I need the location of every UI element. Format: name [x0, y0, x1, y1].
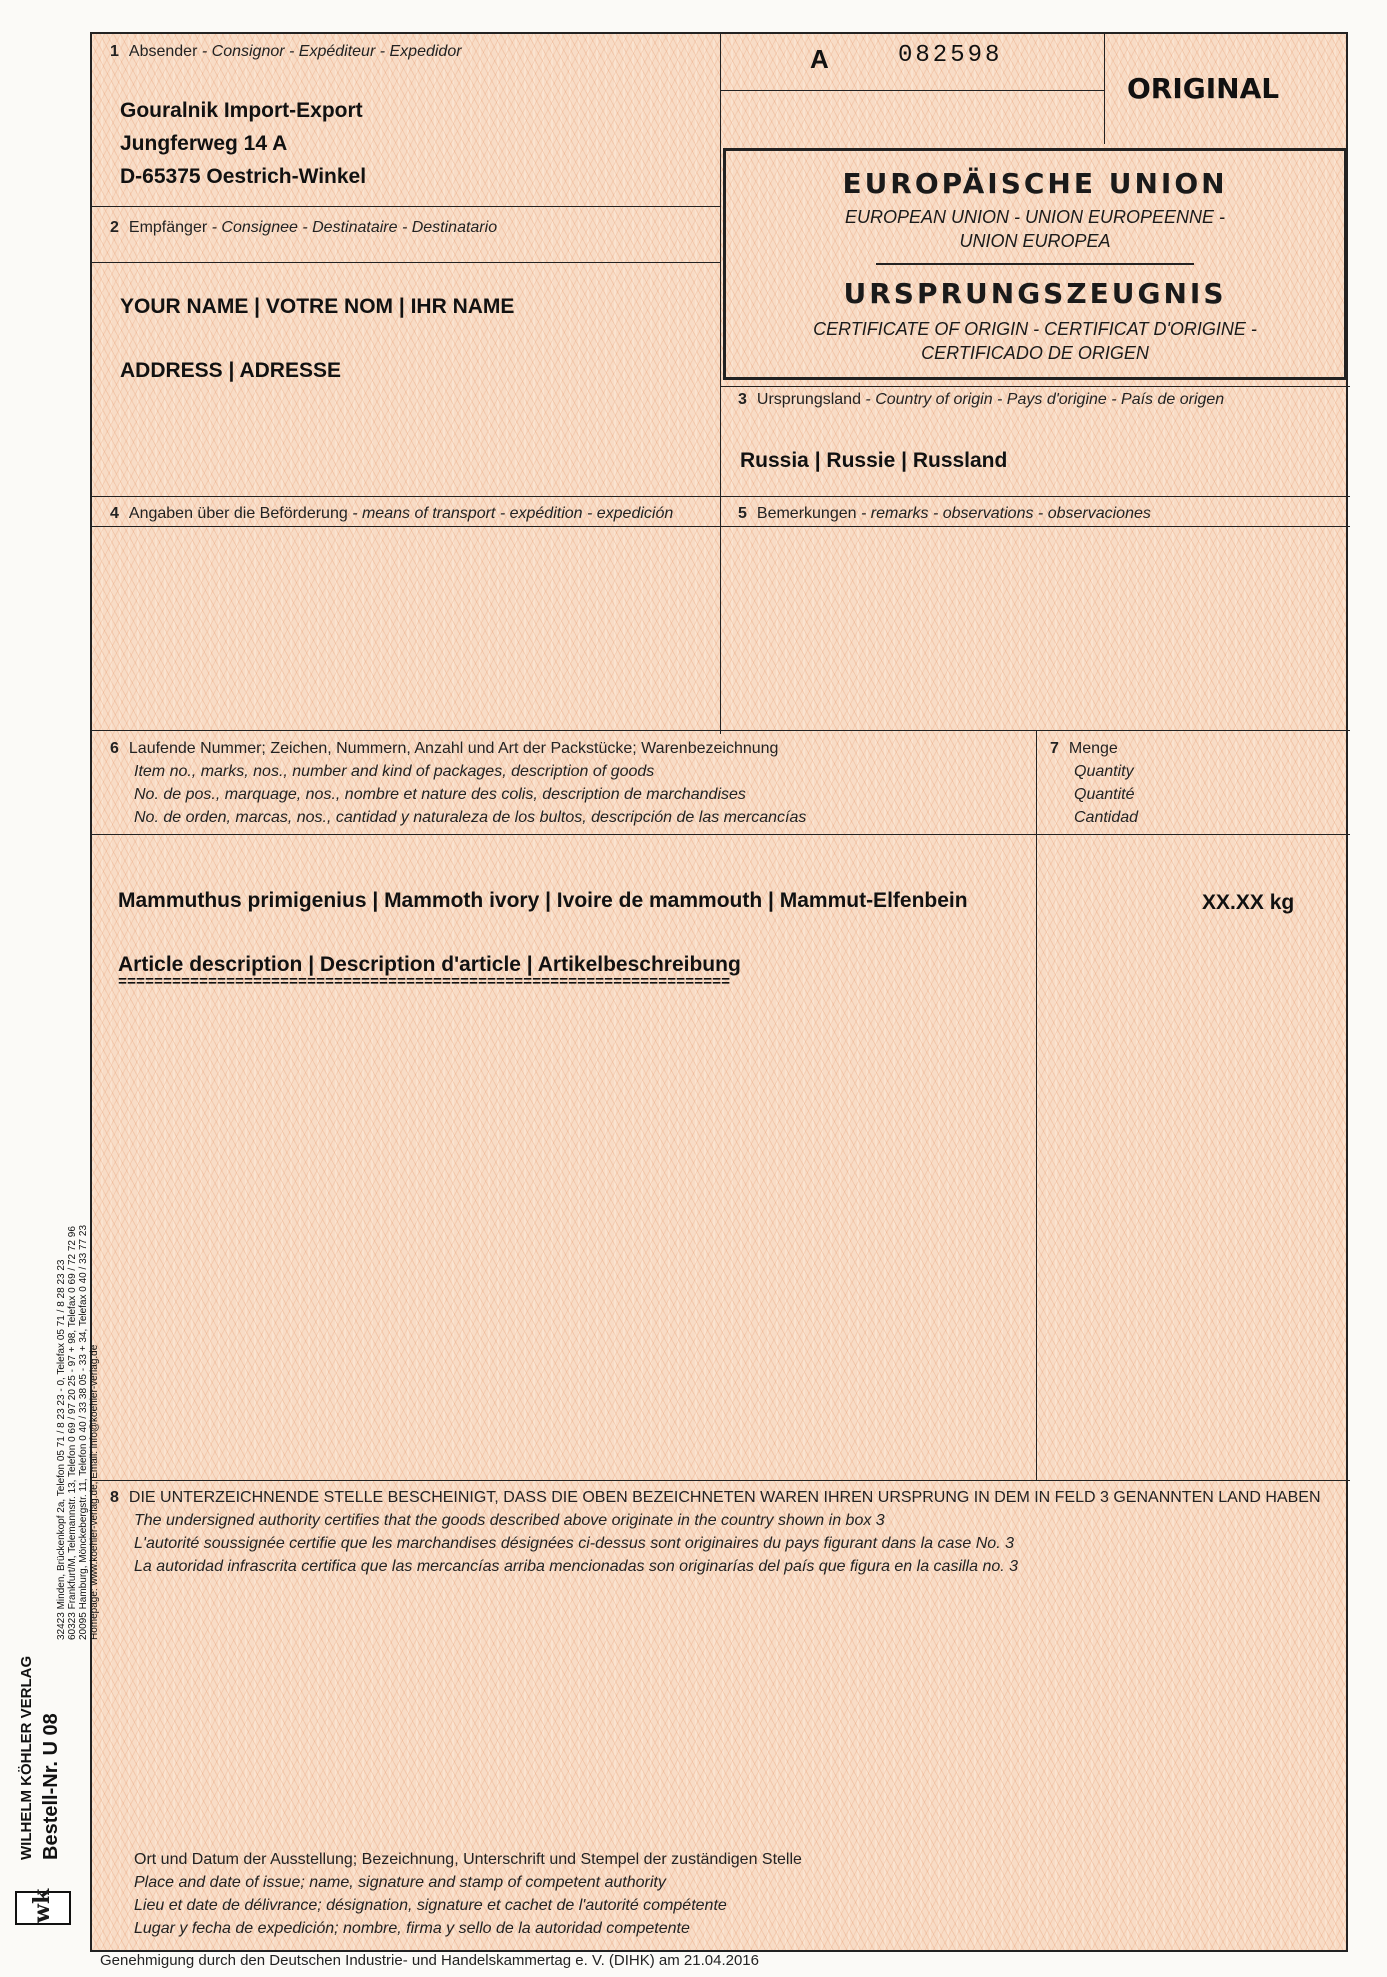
box5-header: [738, 502, 1151, 525]
divider-serial: [720, 90, 1104, 91]
divider-box6-header: [92, 834, 1350, 835]
box3-label-rest: - Country of origin - Pays d'origine - País de origen: [865, 391, 1225, 408]
consignor-city: D-65375 Oestrich-Winkel: [120, 165, 367, 188]
box7-header: [1050, 737, 1138, 829]
cert-subtitle-2: CERTIFICADO DE ORIGEN: [921, 343, 1149, 363]
consignee-address: ADDRESS | ADRESSE: [120, 359, 341, 382]
signature-line-de: Ort und Datum der Ausstellung; Bezeichnung, Unterschrift und Stempel der zuständigen Stelle: [134, 1851, 802, 1868]
quantity-value: XX.XX kg: [1202, 891, 1295, 914]
divider-v-main: [720, 34, 721, 734]
publisher-logo: wk: [15, 1891, 71, 1925]
certificate-form: [90, 32, 1348, 1952]
box3-header: [738, 388, 1224, 411]
box6-line-es: No. de orden, marcas, nos., cantidad y naturaleza de los bultos, descripción de las mercancías: [134, 809, 807, 826]
box3-number: 3: [738, 391, 747, 408]
original-mark: ORIGINAL: [1127, 72, 1280, 105]
signature-line-fr: Lieu et date de délivrance; désignation, signature et cachet de l'autorité compétente: [134, 1897, 727, 1914]
cert-title: URSPRUNGSZEUGNIS: [843, 277, 1227, 310]
box7-line-en: Quantity: [1074, 763, 1134, 780]
box4-label-de: Angaben über die Beförderung: [128, 505, 348, 522]
box8-line-es: La autoridad infrascrita certifica que las mercancías arriba mencionadas son originarías del país que figura en la casilla no. 3: [134, 1558, 1019, 1575]
approval-footer: Genehmigung durch den Deutschen Industrie- und Handelskammertag e. V. (DIHK) am 21.04.2016: [100, 1952, 759, 1969]
country-of-origin: Russia | Russie | Russland: [740, 449, 1008, 472]
eu-title-box: [723, 148, 1347, 380]
box7-line-es: Cantidad: [1074, 809, 1139, 826]
box8-number: 8: [110, 1489, 119, 1506]
address-hamburg: 20095 Hamburg, Mönckebergstr. 11, Telefon 0 40 / 33 38 05 - 33 + 34, Telefax 0 40 / 33 77 23: [78, 1224, 89, 1640]
eu-title: EUROPÄISCHE UNION: [842, 167, 1228, 200]
box8-line-en: The undersigned authority certifies that the goods described above originate in the country shown in box 3: [134, 1512, 885, 1529]
box4-label-rest: - means of transport - expédition - expedición: [352, 505, 674, 522]
box2-label-rest: - Consignee - Destinataire - Destinatario: [211, 219, 498, 236]
divider-v-quantity: [1036, 730, 1037, 1480]
box2-number: 2: [110, 219, 119, 236]
box5-label-rest: - remarks - observations - observaciones: [860, 505, 1151, 522]
order-number: [40, 1713, 63, 1860]
box7-line-de: Menge: [1068, 740, 1118, 757]
box8-line-de: DIE UNTERZEICHNENDE STELLE BESCHEINIGT, DASS DIE OBEN BEZEICHNETEN WAREN IHREN URSPRUNG IN DEM IN FELD 3 GENANNTEN LAND HABEN: [128, 1489, 1321, 1506]
address-web: Homepage: www.koehler-verlag.de, Email: info@koehler-verlag.de: [89, 1344, 100, 1640]
box4-number: 4: [110, 505, 119, 522]
divider-box4: [92, 496, 1350, 497]
box1-number: 1: [110, 43, 119, 60]
signature-line-en: Place and date of issue; name, signature and stamp of competent authority: [134, 1874, 666, 1891]
publisher-name: [18, 1656, 36, 1860]
box6-line-de: Laufende Nummer; Zeichen, Nummern, Anzahl und Art der Packstücke; Warenbezeichnung: [128, 740, 779, 757]
divider-box2-header: [92, 262, 720, 263]
box3-label-de: Ursprungsland: [756, 391, 861, 408]
box4-header: [110, 502, 673, 525]
divider-box6: [92, 730, 1350, 731]
publisher-address: [56, 1225, 100, 1640]
box6-number: 6: [110, 740, 119, 757]
serial-number: 082598: [898, 42, 1003, 69]
box1-label-rest: - Consignor - Expéditeur - Expedidor: [201, 43, 462, 60]
signature-line-es: Lugar y fecha de expedición; nombre, firma y sello de la autoridad competente: [134, 1920, 690, 1937]
box6-line-en: Item no., marks, nos., number and kind of packages, description of goods: [134, 763, 655, 780]
divider-box8: [92, 1480, 1350, 1481]
box7-line-fr: Quantité: [1074, 786, 1135, 803]
address-frankfurt: 60323 Frankfurt/M, Telemannstr. 13, Telefon 0 69 / 97 20 25 - 97 + 98, Telefax 0 69 / 72 72 96: [67, 1226, 78, 1640]
divider-box3-header: [720, 386, 1350, 387]
serial-letter: A: [810, 44, 829, 74]
box1-header: [110, 40, 462, 63]
box8-line-fr: L'autorité soussignée certifie que les marchandises désignées ci-dessus sont originaires du pays figurant dans la case No. 3: [134, 1535, 1014, 1552]
eu-subtitle-2: UNION EUROPEA: [959, 231, 1111, 251]
box5-label-de: Bemerkungen: [756, 505, 857, 522]
cert-subtitle-1: CERTIFICATE OF ORIGIN - CERTIFICAT D'ORIGINE -: [813, 319, 1257, 339]
article-description: Article description | Description d'article | Artikelbeschreibung: [118, 953, 741, 976]
box2-label-de: Empfänger: [128, 219, 208, 236]
goods-description: Mammuthus primigenius | Mammoth ivory | Ivoire de mammouth | Mammut-Elfenbein: [118, 889, 968, 912]
box5-number: 5: [738, 505, 747, 522]
eu-title-rule: [876, 263, 1194, 265]
publisher-name-text: WILHELM KÖHLER VERLAG: [18, 1655, 35, 1860]
consignor-name: Gouralnik Import-Export: [120, 99, 363, 122]
eu-subtitle-1: EUROPEAN UNION - UNION EUROPEENNE -: [844, 207, 1226, 227]
box7-number: 7: [1050, 740, 1059, 757]
goods-divider: ====================================================================: [118, 974, 731, 991]
order-number-text: Bestell-Nr. U 08: [40, 1713, 62, 1860]
box2-header: [110, 216, 497, 239]
address-minden: 32423 Minden, Brückenkopf 2a, Telefon 05 71 / 8 23 23 - 0, Telefax 05 71 / 8 28 23 23: [56, 1259, 67, 1640]
divider-box4-header: [92, 526, 1350, 527]
box8-header: [110, 1486, 1321, 1578]
signature-block: [110, 1848, 802, 1940]
box6-line-fr: No. de pos., marquage, nos., nombre et nature des colis, description de marchandises: [134, 786, 746, 803]
box1-label-de: Absender: [128, 43, 198, 60]
box6-header: [110, 737, 806, 829]
consignee-name: YOUR NAME | VOTRE NOM | IHR NAME: [120, 295, 515, 318]
consignor-street: Jungferweg 14 A: [120, 132, 288, 155]
divider-box1: [92, 206, 720, 207]
divider-v-original: [1104, 34, 1105, 144]
